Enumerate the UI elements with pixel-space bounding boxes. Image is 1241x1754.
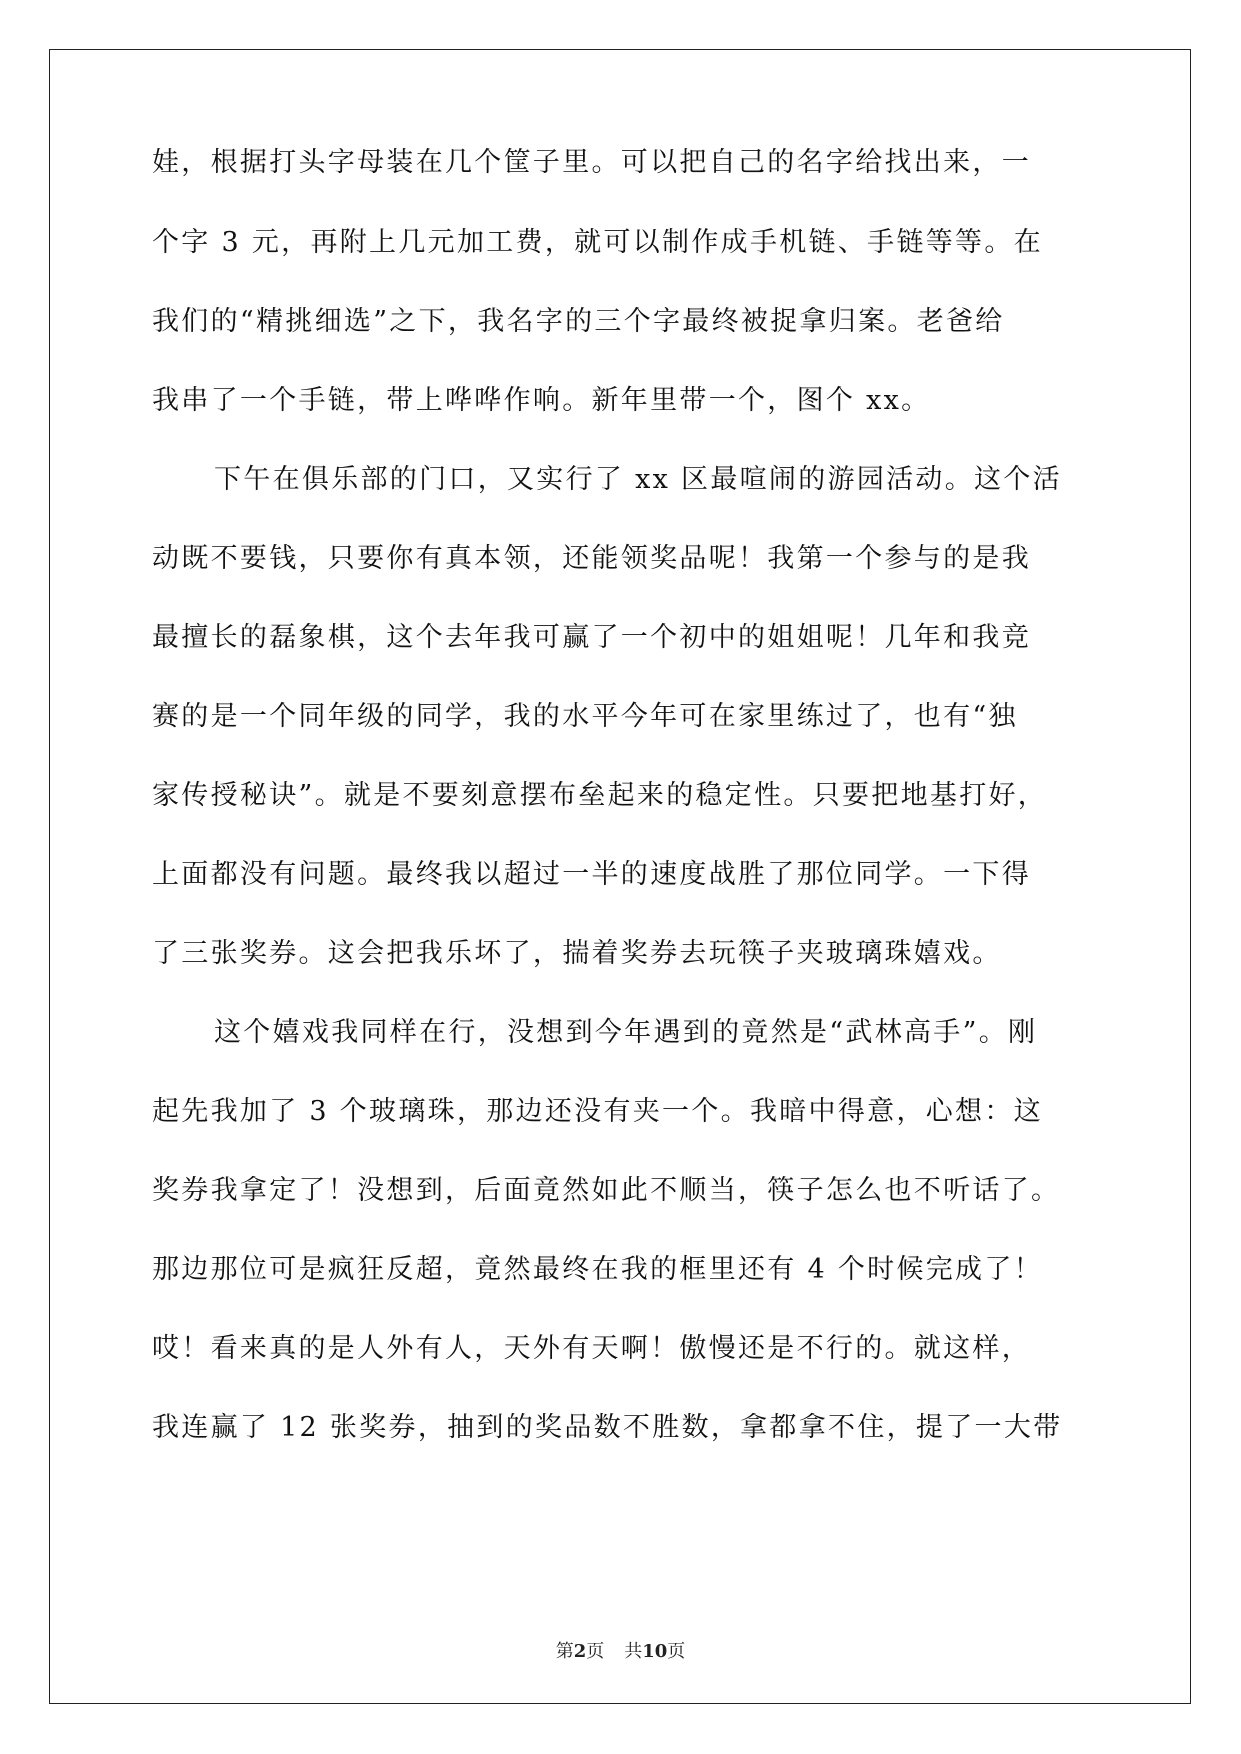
text-line: 我们的“精挑细选”之下，我名字的三个字最终被捉拿归案。老爸给 bbox=[152, 306, 1005, 337]
current-page-number: 2 bbox=[573, 1641, 587, 1662]
text-line: 个字 3 元，再附上几元加工费，就可以制作成手机链、手链等等。在 bbox=[152, 227, 1043, 258]
text-line: 家传授秘诀”。就是不要刻意摆布垒起来的稳定性。只要把地基打好， bbox=[152, 780, 1048, 811]
page-suffix: 页 bbox=[586, 1641, 605, 1662]
paragraph-first-line: 这个嬉戏我同样在行，没想到今年遇到的竟然是“武林高手”。刚 bbox=[214, 1017, 1038, 1048]
total-page-number: 10 bbox=[642, 1641, 668, 1662]
paragraph-first-line: 下午在俱乐部的门口，又实行了 xx 区最喧闹的游园活动。这个活 bbox=[214, 464, 1062, 495]
text-line: 那边那位可是疯狂反超，竟然最终在我的框里还有 4 个时候完成了！ bbox=[152, 1254, 1043, 1285]
text-line: 我串了一个手链，带上哗哗作响。新年里带一个，图个 xx。 bbox=[152, 385, 931, 416]
text-line: 娃，根据打头字母装在几个筐子里。可以把自己的名字给找出来，一 bbox=[152, 147, 1031, 178]
text-line: 哎！看来真的是人外有人，天外有天啊！傲慢还是不行的。就这样， bbox=[152, 1333, 1031, 1364]
text-line: 我连赢了 12 张奖券，抽到的奖品数不胜数，拿都拿不住，提了一大带 bbox=[152, 1412, 1063, 1443]
total-prefix: 共 bbox=[624, 1641, 643, 1662]
total-suffix: 页 bbox=[667, 1641, 686, 1662]
text-line: 上面都没有问题。最终我以超过一半的速度战胜了那位同学。一下得 bbox=[152, 859, 1031, 890]
page-footer bbox=[0, 1641, 1241, 1663]
page-prefix: 第 bbox=[555, 1641, 574, 1662]
text-line: 奖券我拿定了！没想到，后面竟然如此不顺当，筷子怎么也不听话了。 bbox=[152, 1175, 1061, 1206]
text-line: 动既不要钱，只要你有真本领，还能领奖品呢！我第一个参与的是我 bbox=[152, 543, 1031, 574]
text-line: 了三张奖券。这会把我乐坏了，揣着奖券去玩筷子夹玻璃珠嬉戏。 bbox=[152, 938, 1002, 969]
text-line: 最擅长的磊象棋，这个去年我可赢了一个初中的姐姐呢！几年和我竞 bbox=[152, 622, 1031, 653]
text-line: 起先我加了 3 个玻璃珠，那边还没有夹一个。我暗中得意，心想：这 bbox=[152, 1096, 1043, 1127]
text-line: 赛的是一个同年级的同学，我的水平今年可在家里练过了，也有“独 bbox=[152, 701, 1018, 732]
